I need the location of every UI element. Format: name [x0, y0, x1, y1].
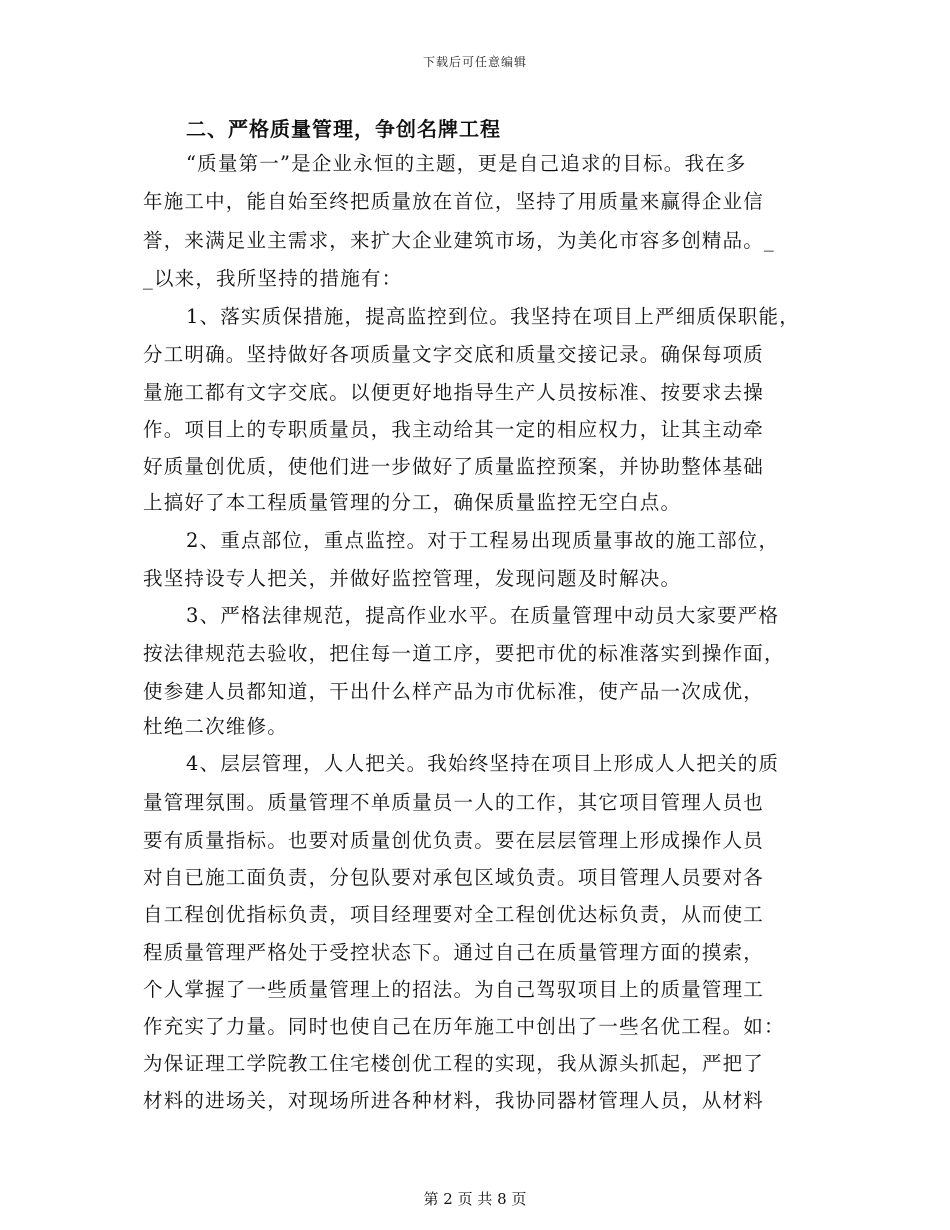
section-heading: 二、严格质量管理，争创名牌工程	[186, 117, 501, 141]
page-header: 下载后可任意编辑	[422, 55, 527, 69]
body-line: 程质量管理严格处于受控状态下。通过自己在质量管理方面的摸索，	[143, 941, 765, 964]
body-line: 要有质量指标。也要对质量创优负责。要在层层管理上形成操作人员	[143, 829, 765, 852]
body-line: 使参建人员都知道，干出什么样产品为市优标准，使产品一次成优，	[143, 680, 765, 703]
body-line: 好质量创优质，使他们进一步做好了质量监控预案，并协助整体基础	[143, 455, 765, 478]
body-line: 量管理氛围。质量管理不单质量员一人的工作，其它项目管理人员也	[143, 791, 765, 814]
body-line: 作充实了力量。同时也使自己在历年施工中创出了一些名优工程。如：	[143, 1015, 785, 1038]
body-line: 誉，来满足业主需求，来扩大企业建筑市场，为美化市容多创精品。_	[143, 229, 775, 252]
body-line: 我坚持设专人把关，并做好监控管理，发现问题及时解决。	[143, 567, 682, 590]
body-line: “质量第一”是企业永恒的主题，更是自己追求的目标。我在多	[186, 152, 747, 175]
body-line: 4、层层管理，人人把关。我始终坚持在项目上形成人人把关的质	[186, 752, 780, 775]
body-line: 按法律规范去验收，把住每一道工序，要把市优的标准落实到操作面，	[143, 642, 785, 665]
body-line: _以来，我所坚持的措施有：	[143, 267, 403, 290]
body-line: 分工明确。坚持做好各项质量文字交底和质量交接记录。确保每项质	[143, 343, 765, 366]
body-line: 上搞好了本工程质量管理的分工，确保质量监控无空白点。	[143, 491, 682, 514]
body-line: 材料的进场关，对现场所进各种材料，我协同器材管理人员，从材料	[143, 1089, 765, 1112]
body-line: 个人掌握了一些质量管理上的招法。为自己驾驭项目上的质量管理工	[143, 978, 765, 1001]
body-line: 3、严格法律规范，提高作业水平。在质量管理中动员大家要严格	[186, 604, 780, 627]
body-line: 量施工都有文字交底。以便更好地指导生产人员按标准、按要求去操	[143, 381, 765, 404]
body-line: 2、重点部位，重点监控。对于工程易出现质量事故的施工部位，	[186, 529, 780, 552]
body-line: 自工程创优指标负责，项目经理要对全工程创优达标负责，从而使工	[143, 903, 765, 926]
body-line: 1、落实质保措施，提高监控到位。我坚持在项目上严细质保职能，	[186, 305, 800, 328]
body-line: 杜绝二次维修。	[143, 715, 288, 738]
body-line: 作。项目上的专职质量员，我主动给其一定的相应权力，让其主动牵	[143, 418, 765, 441]
page-number: 第 2 页 共 8 页	[423, 1190, 527, 1208]
body-line: 年施工中，能自始至终把质量放在首位，坚持了用质量来赢得企业信	[143, 190, 765, 213]
body-line: 对自已施工面负责，分包队要对承包区域负责。项目管理人员要对各	[143, 866, 765, 889]
body-line: 为保证理工学院教工住宅楼创优工程的实现，我从源头抓起，严把了	[143, 1052, 765, 1075]
